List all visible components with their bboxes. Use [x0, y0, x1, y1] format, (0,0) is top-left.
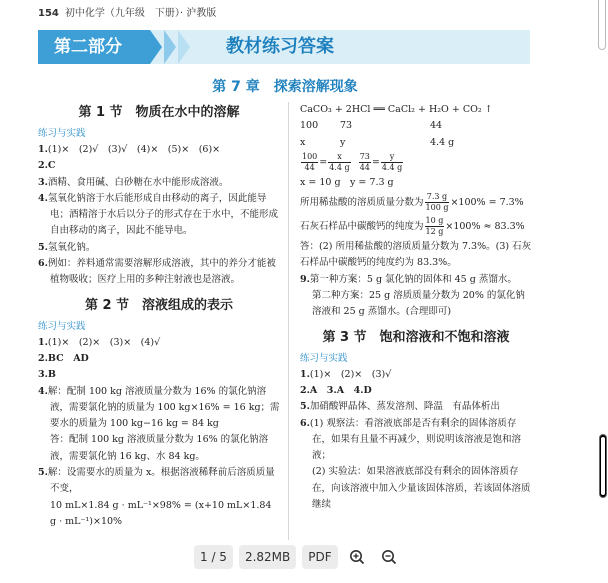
- equation-ratio-row: x y 4.4 g: [300, 136, 455, 148]
- answer-continuation: (2) 实验法：如果溶液底部没有剩余的固体溶质存在，向该溶液中加入少量该固体溶质，若该固体溶质继续: [312, 466, 531, 511]
- scrollbar-thumb[interactable]: [599, 434, 607, 498]
- running-head: [38, 4, 216, 19]
- chevron-decoration: [150, 30, 162, 64]
- page-number: 154: [38, 8, 59, 19]
- zoom-in-icon[interactable]: [344, 545, 370, 569]
- equation-ratio-row: 100 73 44: [300, 120, 443, 132]
- column-divider: [288, 102, 289, 540]
- answer-item: 4.解：配制 100 kg 溶液质量分数为 16% 的氯化钠溶液，需要氯化钠的质量为 100 kg×16% = 16 kg；需要水的质量为 100 kg−16 kg = 84 kg: [38, 385, 280, 430]
- answer-item: 9.第一种方案：5 g 氯化钠的固体和 45 g 蒸馏水。: [300, 273, 517, 285]
- viewer-toolbar: [0, 540, 608, 583]
- caco3-fraction-line: 石灰石样品中碳酸钙的纯度为 $\frac{10 g}{12 g}$ ×100% ≈ 83.3%: [300, 216, 525, 237]
- answer-item: 6.例如：养料通常需要溶解形成溶液，其中的养分才能被植物吸收；医疗上用的多种注射液也是溶液。: [38, 258, 276, 286]
- zoom-out-icon[interactable]: [376, 545, 402, 569]
- chevron-decoration: [178, 30, 190, 64]
- section-title: 第 2 节 溶液组成的表示: [84, 297, 234, 313]
- part-banner: [38, 30, 530, 64]
- practice-heading: 练习与实践: [38, 320, 86, 332]
- section-title: 第 1 节 物质在水中的溶解: [78, 105, 240, 120]
- right-column: [300, 102, 532, 513]
- answer-item: 2.C: [38, 160, 56, 172]
- file-size: 2.82MB: [239, 545, 296, 569]
- answer-continuation: 答：配制 100 kg 溶液质量分数为 16% 的氯化钠溶液，需要氯化钠 16 kg、水 84 kg。: [50, 434, 269, 462]
- book-title: 初中化学（九年级 下册）· 沪教版: [64, 8, 217, 19]
- solution-values: x = 10 g y = 7.3 g: [300, 176, 394, 188]
- answer-item: 5.解：设需要水的质量为 x。根据溶液稀释前后溶质质量不变，: [38, 467, 275, 495]
- chemical-equation: CaCO₃ + 2HCl ══ CaCl₂ + H₂O + CO₂ ↑: [300, 104, 493, 115]
- chapter-title: [0, 76, 570, 96]
- chevron-decoration: [164, 30, 176, 64]
- answer-item: 5.加硝酸钾晶体、蒸发溶剂、降温 有晶体析出: [300, 401, 500, 413]
- left-column: [38, 102, 280, 530]
- answer-item: 2.BC AD: [38, 352, 89, 364]
- chapter-name: 探索溶解现象: [273, 79, 358, 95]
- practice-heading: 练习与实践: [300, 352, 348, 364]
- answer-item: 1.(1)× (2)× (3)√: [300, 368, 392, 380]
- proportion-row: $\frac{100}{44}$ = $\frac{x}{4.4 g}$ $\frac{73}{44}$ = $\frac{y}{4.4 g}$: [302, 151, 403, 172]
- file-type: PDF: [302, 545, 337, 569]
- answer-item: 1.(1)× (2)√ (3)√ (4)× (5)× (6)×: [38, 144, 221, 155]
- answer-item: 6.(1) 观察法：看溶液底部是否有剩余的固体溶质存在，如果有且量不再减少，则说明该溶液是饱和溶液；: [300, 417, 522, 462]
- chapter-label: 第 7 章: [212, 79, 260, 95]
- answer-continuation: 第二种方案：25 g 溶质质量分数为 20% 的氯化钠溶液和 25 g 蒸馏水。(合理即可): [312, 290, 525, 318]
- part-tag: 第二部分: [38, 30, 150, 64]
- practice-heading: 练习与实践: [38, 128, 86, 139]
- page-indicator[interactable]: 1 / 5: [194, 545, 233, 569]
- answer-item: 1.(1)× (2)× (3)× (4)√: [38, 336, 161, 348]
- answer-item: 4.氢氧化钠溶于水后能形成自由移动的离子，因此能导电；酒精溶于水后以分子的形式存在于水中，不能形成自由移动的离子，因此不能导电。: [38, 192, 279, 237]
- answer-item: 3.酒精、食用碱、白砂糖在水中能形成溶液。: [38, 176, 229, 188]
- scrollbar-top-cap[interactable]: [598, 0, 606, 50]
- answer-summary: 答：(2) 所用稀盐酸的溶质质量分数为 7.3%。(3) 石灰石样品中碳酸钙的纯度约为 83.3%。: [300, 241, 532, 269]
- answer-item: 3.B: [38, 369, 56, 381]
- hcl-fraction-line: 所用稀盐酸的溶质质量分数为 $\frac{7.3 g}{100 g}$ ×100% = 7.3%: [300, 192, 524, 213]
- section-title: 第 3 节 饱和溶液和不饱和溶液: [322, 329, 510, 345]
- banner-title: 教材练习答案: [226, 36, 334, 57]
- answer-continuation: 10 mL×1.84 g · mL⁻¹×98% = (x+10 mL×1.84 g · mL⁻¹)×10%: [50, 499, 272, 527]
- answer-item: 5.氢氧化钠。: [38, 241, 96, 253]
- answer-item: 2.A 3.A 4.D: [300, 384, 372, 396]
